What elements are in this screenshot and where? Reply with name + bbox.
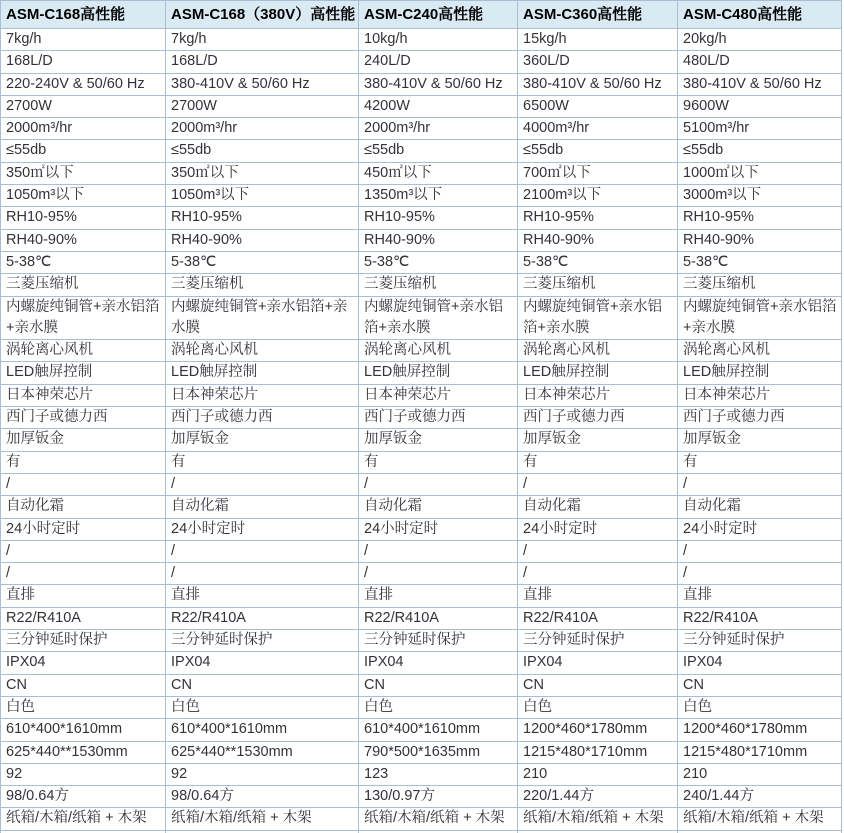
table-cell: 2100m³以下 [518, 185, 678, 207]
table-cell: / [518, 540, 678, 562]
table-row [1, 274, 842, 296]
table-cell: 直排 [166, 585, 359, 607]
table-row [1, 73, 842, 95]
table-cell: 白色 [678, 696, 842, 718]
table-cell: 610*400*1610mm [166, 719, 359, 741]
table-cell: / [1, 540, 166, 562]
table-cell: CN [359, 674, 518, 696]
table-cell: 有 [1, 451, 166, 473]
table-row [1, 95, 842, 117]
table-cell: 210 [518, 763, 678, 785]
table-cell: 自动化霜 [166, 496, 359, 518]
table-cell: 自动化霜 [518, 496, 678, 518]
table-cell: ≤55db [166, 140, 359, 162]
table-cell: 三分钟延时保护 [678, 630, 842, 652]
table-row [1, 719, 842, 741]
table-cell: 92 [166, 763, 359, 785]
table-row [1, 630, 842, 652]
table-cell: 1215*480*1710mm [518, 741, 678, 763]
table-cell: / [518, 473, 678, 495]
column-header: ASM-C168（380V）高性能 [166, 1, 359, 29]
table-cell: 西门子或德力西 [1, 407, 166, 429]
table-row [1, 473, 842, 495]
table-cell: 直排 [678, 585, 842, 607]
table-cell: 有 [359, 451, 518, 473]
table-cell: IPX04 [166, 652, 359, 674]
table-cell: 220-240V & 50/60 Hz [1, 73, 166, 95]
spec-table-body [1, 29, 842, 833]
table-cell: RH40-90% [1, 229, 166, 251]
table-cell: / [359, 473, 518, 495]
table-cell: 20kg/h [678, 29, 842, 51]
table-cell: 24小时定时 [678, 518, 842, 540]
table-cell: RH40-90% [359, 229, 518, 251]
table-cell: 有 [166, 451, 359, 473]
table-cell: ≤55db [518, 140, 678, 162]
table-row [1, 451, 842, 473]
table-cell: 625*440**1530mm [166, 741, 359, 763]
table-cell: 日本神荣芯片 [678, 384, 842, 406]
table-cell: 625*440**1530mm [1, 741, 166, 763]
table-cell: 加厚钣金 [166, 429, 359, 451]
table-cell: 9600W [678, 95, 842, 117]
table-row [1, 251, 842, 273]
table-row [1, 808, 842, 830]
table-cell: RH40-90% [518, 229, 678, 251]
table-cell: 123 [359, 763, 518, 785]
table-cell: 涡轮离心风机 [678, 340, 842, 362]
table-cell: CN [678, 674, 842, 696]
table-cell: 涡轮离心风机 [518, 340, 678, 362]
table-cell: 7kg/h [166, 29, 359, 51]
table-cell: / [359, 540, 518, 562]
table-row [1, 563, 842, 585]
table-cell: 涡轮离心风机 [166, 340, 359, 362]
table-cell: 240L/D [359, 51, 518, 73]
table-cell: R22/R410A [359, 607, 518, 629]
table-cell: 日本神荣芯片 [166, 384, 359, 406]
table-cell: 380-410V & 50/60 Hz [359, 73, 518, 95]
table-cell: CN [1, 674, 166, 696]
table-cell: 6500W [518, 95, 678, 117]
table-cell: 240/1.44方 [678, 786, 842, 808]
table-cell: LED触屏控制 [166, 362, 359, 384]
table-cell: 三菱压缩机 [678, 274, 842, 296]
table-cell: 92 [1, 763, 166, 785]
table-cell: LED触屏控制 [1, 362, 166, 384]
table-cell: 610*400*1610mm [359, 719, 518, 741]
table-cell: 2700W [166, 95, 359, 117]
table-cell: 350㎡以下 [166, 162, 359, 184]
table-cell: 内螺旋纯铜管+亲水铝箔+亲水膜 [166, 296, 359, 340]
table-cell: 白色 [1, 696, 166, 718]
table-cell: 10kg/h [359, 29, 518, 51]
table-cell: R22/R410A [518, 607, 678, 629]
table-cell: IPX04 [1, 652, 166, 674]
table-cell: 三菱压缩机 [1, 274, 166, 296]
table-cell: 790*500*1635mm [359, 741, 518, 763]
table-cell: 三分钟延时保护 [1, 630, 166, 652]
table-cell: 220/1.44方 [518, 786, 678, 808]
table-row [1, 763, 842, 785]
table-cell: R22/R410A [166, 607, 359, 629]
table-cell: 98/0.64方 [166, 786, 359, 808]
table-cell: 三菱压缩机 [518, 274, 678, 296]
table-cell: 纸箱/木箱/纸箱 + 木架 [166, 808, 359, 830]
table-cell: 5100m³/hr [678, 118, 842, 140]
table-cell: 1350m³以下 [359, 185, 518, 207]
table-cell: 15kg/h [518, 29, 678, 51]
table-cell: 自动化霜 [1, 496, 166, 518]
table-cell: 7kg/h [1, 29, 166, 51]
table-cell: RH10-95% [1, 207, 166, 229]
header-row [1, 1, 842, 29]
table-cell: 西门子或德力西 [518, 407, 678, 429]
table-cell: 98/0.64方 [1, 786, 166, 808]
table-row [1, 384, 842, 406]
table-cell: 有 [678, 451, 842, 473]
table-cell: RH10-95% [678, 207, 842, 229]
table-cell: ≤55db [1, 140, 166, 162]
table-cell: IPX04 [518, 652, 678, 674]
table-cell: 168L/D [1, 51, 166, 73]
table-cell: 纸箱/木箱/纸箱 + 木架 [359, 808, 518, 830]
table-cell: 加厚钣金 [518, 429, 678, 451]
table-cell: / [678, 563, 842, 585]
table-cell: 白色 [166, 696, 359, 718]
table-cell: 2000m³/hr [166, 118, 359, 140]
table-row [1, 429, 842, 451]
table-row [1, 540, 842, 562]
table-cell: 2000m³/hr [359, 118, 518, 140]
table-row [1, 786, 842, 808]
table-cell: 白色 [359, 696, 518, 718]
table-cell: 西门子或德力西 [166, 407, 359, 429]
table-cell: 350㎡以下 [1, 162, 166, 184]
table-row [1, 607, 842, 629]
table-row [1, 118, 842, 140]
table-cell: 自动化霜 [678, 496, 842, 518]
table-cell: RH40-90% [678, 229, 842, 251]
table-cell: 1200*460*1780mm [678, 719, 842, 741]
table-cell: / [1, 563, 166, 585]
table-row [1, 229, 842, 251]
table-cell: 加厚钣金 [359, 429, 518, 451]
table-cell: 210 [678, 763, 842, 785]
table-cell: R22/R410A [1, 607, 166, 629]
table-row [1, 162, 842, 184]
table-cell: 白色 [518, 696, 678, 718]
table-cell: 5-38℃ [166, 251, 359, 273]
column-header: ASM-C480高性能 [678, 1, 842, 29]
table-cell: 380-410V & 50/60 Hz [678, 73, 842, 95]
column-header: ASM-C240高性能 [359, 1, 518, 29]
table-cell: / [1, 473, 166, 495]
table-cell: RH40-90% [166, 229, 359, 251]
table-cell: / [166, 540, 359, 562]
table-cell: 168L/D [166, 51, 359, 73]
table-cell: 三菱压缩机 [166, 274, 359, 296]
spec-table-header [1, 1, 842, 29]
table-cell: / [166, 563, 359, 585]
table-cell: 内螺旋纯铜管+亲水铝箔+亲水膜 [359, 296, 518, 340]
table-cell: 西门子或德力西 [359, 407, 518, 429]
table-cell: 纸箱/木箱/纸箱 + 木架 [518, 808, 678, 830]
table-cell: 三分钟延时保护 [359, 630, 518, 652]
table-cell: 5-38℃ [518, 251, 678, 273]
table-cell: 700㎡以下 [518, 162, 678, 184]
table-cell: / [166, 473, 359, 495]
table-cell: 加厚钣金 [678, 429, 842, 451]
table-cell: / [359, 563, 518, 585]
table-cell: 日本神荣芯片 [1, 384, 166, 406]
table-cell: 1000㎡以下 [678, 162, 842, 184]
table-cell: 三分钟延时保护 [518, 630, 678, 652]
table-cell: 24小时定时 [359, 518, 518, 540]
table-cell: 纸箱/木箱/纸箱 + 木架 [678, 808, 842, 830]
table-cell: 内螺旋纯铜管+亲水铝箔+亲水膜 [1, 296, 166, 340]
table-cell: 日本神荣芯片 [518, 384, 678, 406]
table-cell: 2000m³/hr [1, 118, 166, 140]
table-cell: 24小时定时 [1, 518, 166, 540]
column-header: ASM-C360高性能 [518, 1, 678, 29]
table-cell: / [678, 473, 842, 495]
table-row [1, 140, 842, 162]
table-cell: 5-38℃ [359, 251, 518, 273]
table-cell: 24小时定时 [518, 518, 678, 540]
table-cell: / [678, 540, 842, 562]
table-cell: 3000m³以下 [678, 185, 842, 207]
table-row [1, 585, 842, 607]
table-cell: 西门子或德力西 [678, 407, 842, 429]
table-row [1, 51, 842, 73]
table-cell: 直排 [359, 585, 518, 607]
table-cell: 1215*480*1710mm [678, 741, 842, 763]
table-cell: R22/R410A [678, 607, 842, 629]
table-row [1, 741, 842, 763]
table-cell: RH10-95% [518, 207, 678, 229]
table-cell: 2700W [1, 95, 166, 117]
table-cell: ≤55db [678, 140, 842, 162]
table-row [1, 362, 842, 384]
table-cell: 360L/D [518, 51, 678, 73]
table-cell: / [518, 563, 678, 585]
table-cell: 24小时定时 [166, 518, 359, 540]
table-cell: 610*400*1610mm [1, 719, 166, 741]
table-cell: 加厚钣金 [1, 429, 166, 451]
table-cell: ≤55db [359, 140, 518, 162]
table-cell: 内螺旋纯铜管+亲水铝箔+亲水膜 [518, 296, 678, 340]
table-cell: 内螺旋纯铜管+亲水铝箔+亲水膜 [678, 296, 842, 340]
table-cell: RH10-95% [166, 207, 359, 229]
table-row [1, 296, 842, 340]
table-cell: 4000m³/hr [518, 118, 678, 140]
table-cell: 日本神荣芯片 [359, 384, 518, 406]
table-row [1, 696, 842, 718]
table-cell: 纸箱/木箱/纸箱 + 木架 [1, 808, 166, 830]
table-cell: 直排 [518, 585, 678, 607]
table-cell: IPX04 [359, 652, 518, 674]
table-cell: 有 [518, 451, 678, 473]
table-cell: 1050m³以下 [1, 185, 166, 207]
table-cell: IPX04 [678, 652, 842, 674]
table-cell: 1200*460*1780mm [518, 719, 678, 741]
table-cell: LED触屏控制 [678, 362, 842, 384]
table-row [1, 496, 842, 518]
table-row [1, 207, 842, 229]
table-cell: LED触屏控制 [359, 362, 518, 384]
table-cell: CN [518, 674, 678, 696]
table-row [1, 652, 842, 674]
table-cell: 4200W [359, 95, 518, 117]
table-cell: LED触屏控制 [518, 362, 678, 384]
table-row [1, 340, 842, 362]
table-cell: 130/0.97方 [359, 786, 518, 808]
table-cell: CN [166, 674, 359, 696]
table-cell: 直排 [1, 585, 166, 607]
table-cell: 三菱压缩机 [359, 274, 518, 296]
table-cell: 5-38℃ [678, 251, 842, 273]
table-row [1, 185, 842, 207]
table-row [1, 407, 842, 429]
table-row [1, 674, 842, 696]
table-cell: 1050m³以下 [166, 185, 359, 207]
table-cell: 380-410V & 50/60 Hz [166, 73, 359, 95]
column-header: ASM-C168高性能 [1, 1, 166, 29]
table-cell: 自动化霜 [359, 496, 518, 518]
table-row [1, 29, 842, 51]
table-row [1, 518, 842, 540]
table-cell: 涡轮离心风机 [359, 340, 518, 362]
table-cell: 三分钟延时保护 [166, 630, 359, 652]
table-cell: 480L/D [678, 51, 842, 73]
table-cell: RH10-95% [359, 207, 518, 229]
table-cell: 380-410V & 50/60 Hz [518, 73, 678, 95]
table-cell: 涡轮离心风机 [1, 340, 166, 362]
table-cell: 5-38℃ [1, 251, 166, 273]
table-cell: 450㎡以下 [359, 162, 518, 184]
